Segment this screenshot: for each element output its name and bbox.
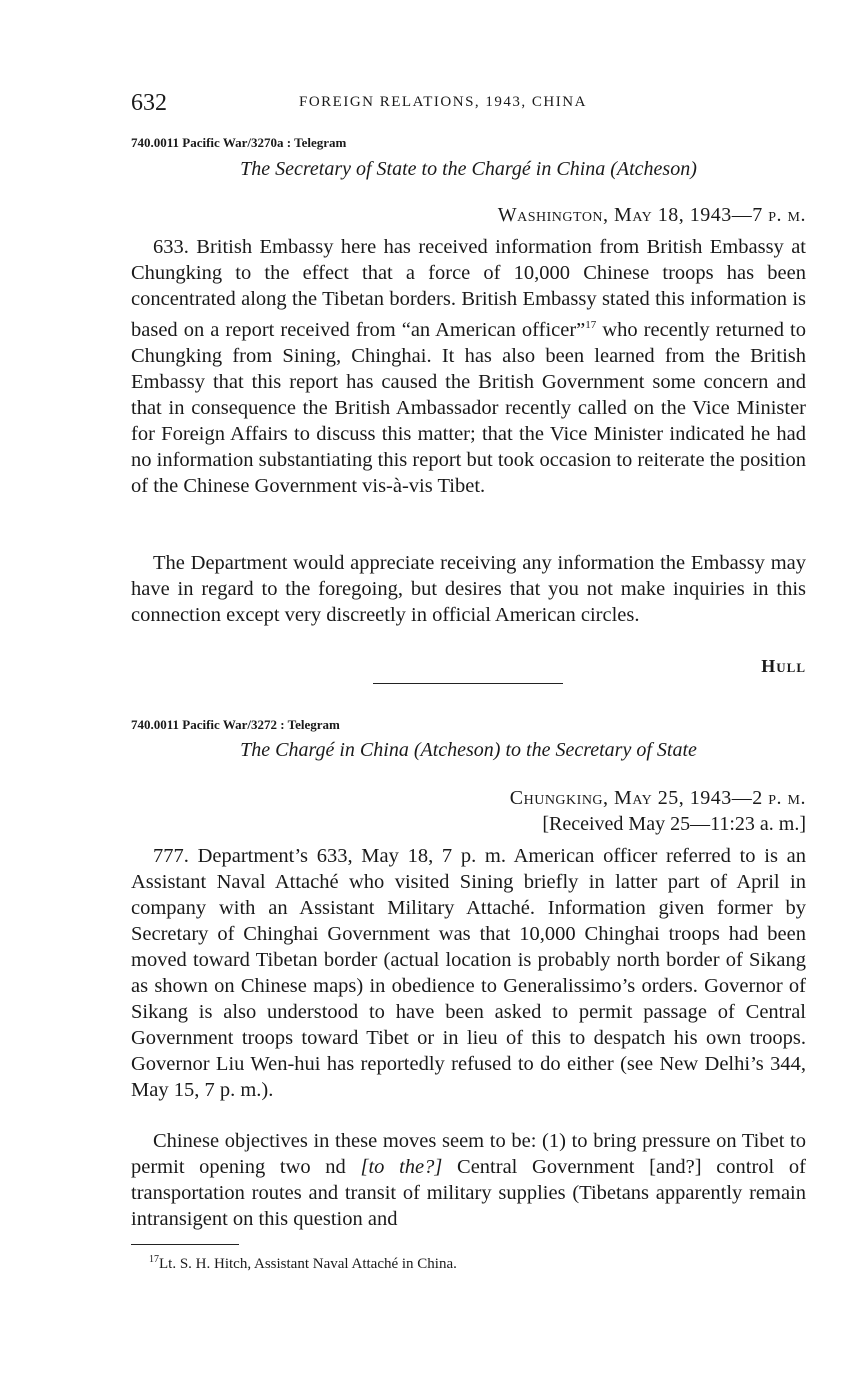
doc2-para2-text-b: Central Government [and?] control of transportation routes and transit of military supplies (Tibetans apparently remain intransigent on this question and (131, 1156, 806, 1230)
doc2-received: [Received May 25—11:23 a. m.] (542, 813, 806, 835)
running-title: FOREIGN RELATIONS, 1943, CHINA (299, 94, 587, 110)
doc2-file-ref: 740.0011 Pacific War/3272 : Telegram (131, 717, 340, 732)
doc1-para1-text-a: 633. British Embassy here has received information from British Embassy at Chungking to the effect that a force of 10,000 Chinese troops has been concentrated along the Tibetan borders. British Embassy stated this information is based on a report received from “an American officer” (131, 236, 806, 341)
footnote-ref-17: 17 (585, 319, 597, 331)
page-number: 632 (131, 90, 167, 116)
doc1-paragraph-1 (131, 234, 806, 499)
doc1-signature: Hull (761, 656, 806, 676)
footnote-text: Lt. S. H. Hitch, Assistant Naval Attaché in China. (159, 1256, 457, 1272)
footnote-17 (149, 1254, 457, 1273)
footnote-rule (131, 1244, 239, 1245)
doc2-para2-text-a: Chinese objectives in these moves seem to be: (1) to bring pressure on Tibet to permit opening two nd (131, 1130, 806, 1178)
doc1-dateline: Washington, May 18, 1943—7 p. m. (497, 204, 806, 226)
doc2-paragraph-2 (131, 1128, 806, 1232)
doc1-title: The Secretary of State to the Chargé in China (Atcheson) (240, 158, 697, 180)
doc2-para2-editorial-insert: [to the?] (360, 1156, 443, 1178)
doc2-paragraph-1: 777. Department’s 633, May 18, 7 p. m. American officer referred to is an Assistant Naval Attaché who visited Sining briefly in latter part of April in company with an Assistant Military Attaché. Information given former by Secretary of Chinghai Government was that 10,000 Chinghai troops had been moved toward Tibetan border (actual location is probably north border of Sikang as shown on Chinese maps) in obedience to Generalissimo’s orders. Governor of Sikang is also understood to have been asked to permit passage of Central Government troops toward Tibet or in lieu of this to despatch his own troops. Governor Liu Wen-hui has reportedly refused to do either (see New Delhi’s 344, May 15, 7 p. m.). (131, 845, 806, 1101)
doc1-paragraph-2: The Department would appreciate receiving any information the Embassy may have in regard to the foregoing, but desires that you not make inquiries in this connection except very discreetly in official American circles. (131, 552, 806, 626)
running-head (131, 90, 806, 120)
footnote-mark: 17 (149, 1254, 159, 1265)
doc2-title: The Chargé in China (Atcheson) to the Secretary of State (240, 739, 697, 761)
section-separator (373, 683, 563, 684)
doc1-para1-text-b: who recently returned to Chungking from Sining, Chinghai. It has also been learned from the British Embassy that this report has caused the British Government some concern and that in consequence the British Ambassador recently called on the Vice Minister for Foreign Affairs to discuss this matter; that the Vice Minister indicated he had no information substantiating this report but took occasion to reiterate the position of the Chinese Government vis-à-vis Tibet. (131, 319, 806, 497)
doc2-dateline: Chungking, May 25, 1943—2 p. m. (509, 787, 806, 809)
doc1-file-ref: 740.0011 Pacific War/3270a : Telegram (131, 135, 347, 150)
